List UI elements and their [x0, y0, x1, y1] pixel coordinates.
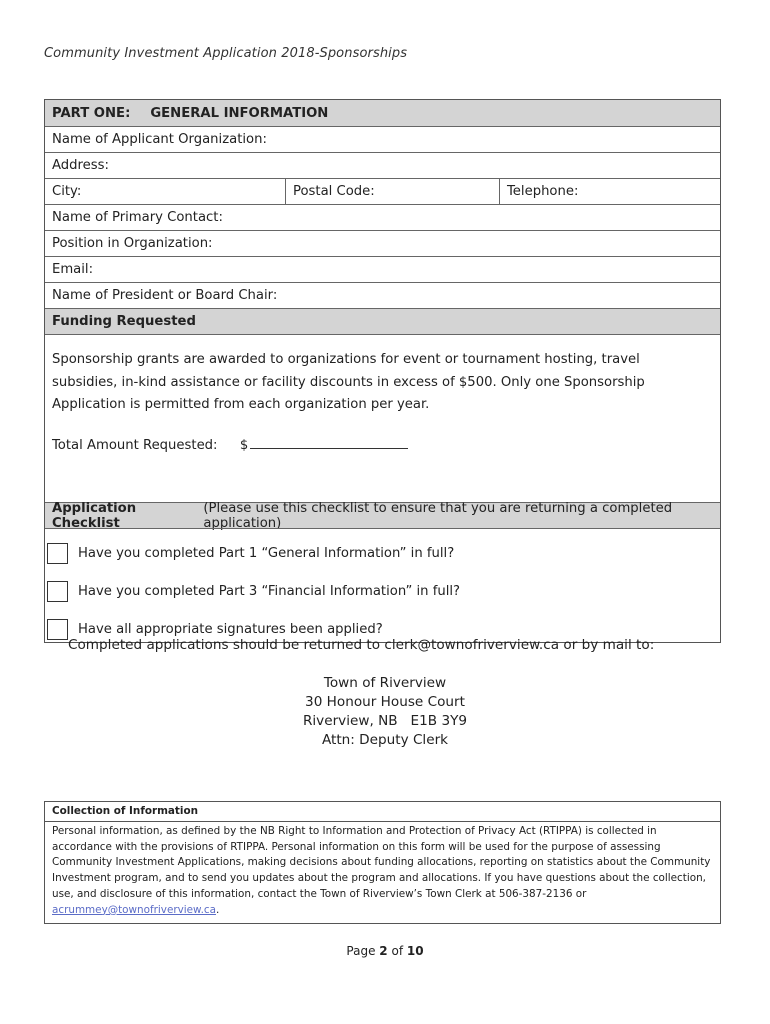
page-prefix: Page: [346, 944, 380, 958]
address-line: Riverview, NB E1B 3Y9: [302, 713, 468, 729]
checklist-item-label: Have all appropriate signatures been applied?: [78, 622, 383, 637]
telephone-field[interactable]: [500, 179, 720, 204]
address-line: 30 Honour House Court: [305, 694, 465, 710]
privacy-text: Personal information, as defined by the NB Right to Information and Protection of Privacy Act (RTIPPA) is collected in accordance with the provisions of RTIPPA. Personal information on this form will be used for the purpose of assessing Community Investment Applications, making decisions about funding allocations, reporting on statistics about the Community Investment program, and to send you updates about the program and allocations. If you have questions about the collection, use, and disclosure of this information, contact the Town of Riverview’s Town Clerk at 506-387-2136 or: [52, 824, 711, 900]
checklist-item-label: Have you completed Part 3 “Financial Information” in full?: [78, 584, 461, 599]
checkbox[interactable]: [47, 581, 68, 602]
checklist-item: [47, 581, 460, 602]
application-form: [44, 99, 721, 643]
checklist-title: Application Checklist: [52, 500, 137, 531]
telephone-label: Telephone:: [507, 184, 579, 199]
org-name-field[interactable]: [45, 126, 720, 152]
privacy-end: .: [215, 903, 220, 916]
email-label: Email:: [52, 262, 94, 277]
part-one-title: GENERAL INFORMATION: [150, 105, 329, 121]
address-label: Address:: [52, 158, 109, 173]
funding-description: Sponsorship grants are awarded to organizations for event or tournament hosting, travel subsidies, in-kind assistance or facility discounts in excess of $500. Only one Sponsorship Application is permitted from each organization per year.: [52, 352, 645, 412]
privacy-divider: [45, 821, 720, 822]
return-instructions: Completed applications should be returned to clerk@townofriverview.ca or by mail to:: [68, 637, 655, 653]
org-name-label: Name of Applicant Organization:: [52, 132, 267, 147]
funding-body: [45, 334, 720, 502]
privacy-title: Collection of Information: [52, 805, 199, 817]
president-label: Name of President or Board Chair:: [52, 288, 278, 303]
total-amount-input[interactable]: [250, 434, 408, 449]
funding-title: Funding Requested: [52, 314, 196, 329]
email-field[interactable]: [45, 256, 720, 282]
total-amount-label: Total Amount Requested:: [52, 437, 218, 453]
checklist-header: [45, 500, 720, 531]
checklist-item: [47, 543, 454, 564]
postal-code-label: Postal Code:: [293, 184, 375, 199]
checklist-note: (Please use this checklist to ensure that you are returning a completed application): [203, 500, 673, 531]
document-header-title: Community Investment Application 2018-Sponsorships: [44, 46, 408, 61]
clerk-email-link[interactable]: acrummey@townofriverview.ca: [52, 903, 216, 916]
checkbox[interactable]: [47, 619, 68, 640]
president-field[interactable]: [45, 282, 720, 308]
funding-header: [45, 308, 720, 334]
part-one-label: PART ONE:: [52, 105, 131, 121]
address-field[interactable]: [45, 152, 720, 178]
address-line: Town of Riverview: [323, 675, 447, 691]
city-postal-phone-row: [45, 178, 720, 204]
current-page: 2: [379, 944, 388, 958]
primary-contact-label: Name of Primary Contact:: [52, 210, 223, 225]
position-label: Position in Organization:: [52, 236, 213, 251]
city-label: City:: [52, 184, 82, 199]
position-field[interactable]: [45, 230, 720, 256]
primary-contact-field[interactable]: [45, 204, 720, 230]
city-field[interactable]: [45, 179, 286, 204]
total-amount-row: [52, 434, 706, 458]
postal-code-field[interactable]: [286, 179, 500, 204]
page-middle: of: [387, 944, 407, 958]
checklist-items: [45, 528, 720, 642]
currency-symbol: $: [239, 437, 249, 453]
part-one-header: [45, 100, 720, 126]
page-footer: [0, 944, 770, 958]
address-line: Attn: Deputy Clerk: [321, 732, 449, 748]
checklist-item-label: Have you completed Part 1 “General Information” in full?: [78, 546, 455, 561]
mailing-address: [0, 674, 770, 750]
checkbox[interactable]: [47, 543, 68, 564]
total-pages: 10: [406, 944, 424, 958]
privacy-notice: [44, 801, 721, 924]
